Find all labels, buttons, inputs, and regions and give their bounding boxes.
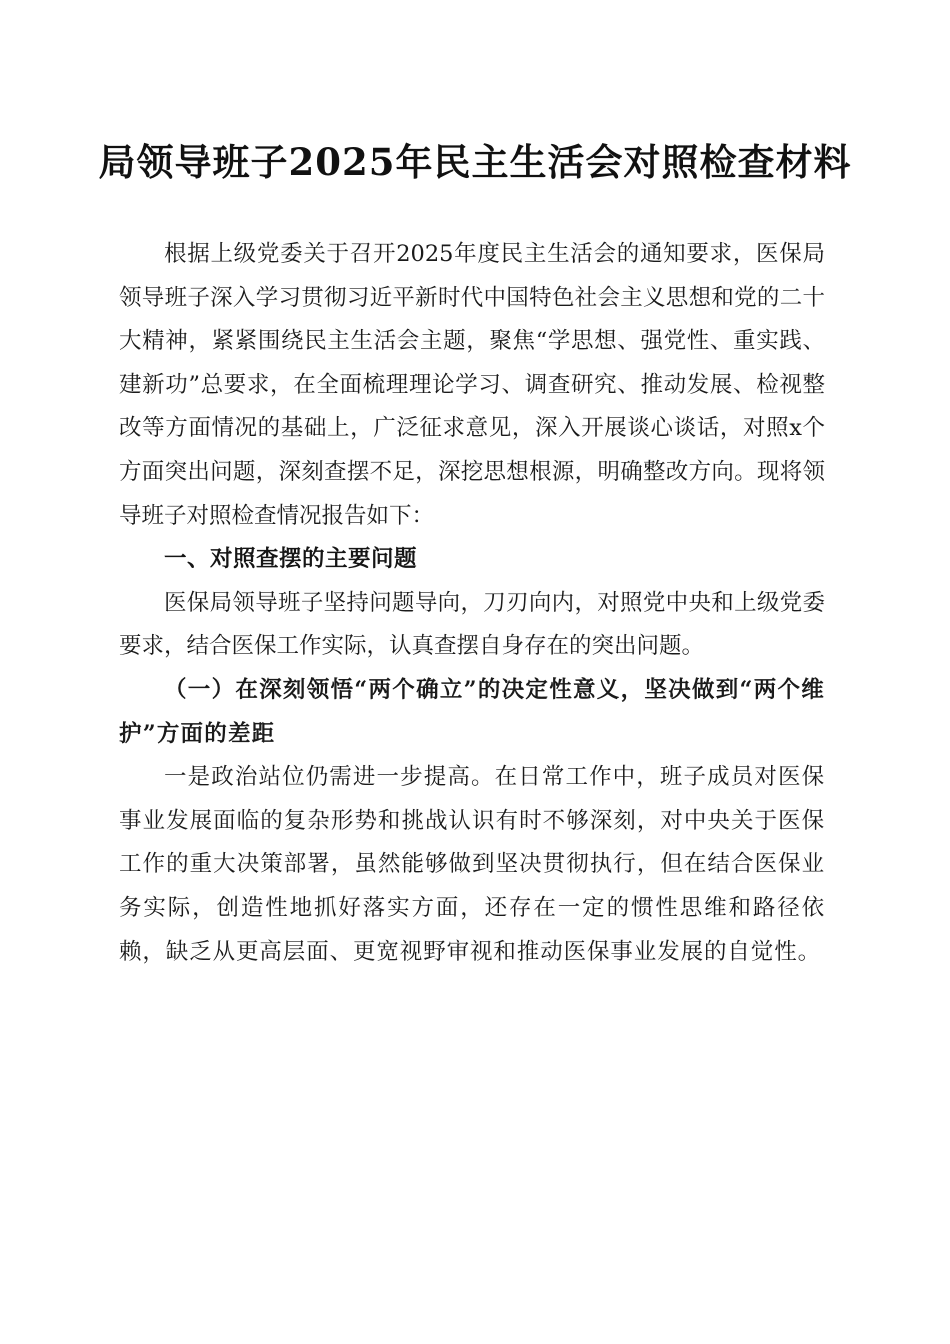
document-body xyxy=(119,233,825,974)
point-1-paragraph: 一是政治站位仍需进一步提高。在日常工作中，班子成员对医保事业发展面临的复杂形势和挑战认识有时不够深刻，对中央关于医保工作的重大决策部署，虽然能够做到坚决贯彻执行，但在结合医保业务实际，创造性地抓好落实方面，还存在一定的惯性思维和路径依赖，缺乏从更高层面、更宽视野审视和推动医保事业发展的自觉性。 xyxy=(119,764,825,965)
section-heading-1: 一、对照查摆的主要问题 xyxy=(164,546,418,573)
subsection-heading-1: （一）在深刻领悟“两个确立”的决定性意义，坚决做到“两个维护”方面的差距 xyxy=(119,676,825,747)
section-1-paragraph: 医保局领导班子坚持问题导向，刀刃向内，对照党中央和上级党委要求，结合医保工作实际，认真查摆自身存在的突出问题。 xyxy=(119,589,825,660)
intro-paragraph: 根据上级党委关于召开2025年度民主生活会的通知要求，医保局领导班子深入学习贯彻习近平新时代中国特色社会主义思想和党的二十大精神，紧紧围绕民主生活会主题，聚焦“学思想、强党性、重实践、建新功”总要求，在全面梳理理论学习、调查研究、推动发展、检视整改等方面情况的基础上，广泛征求意见，深入开展谈心谈话，对照x个方面突出问题，深刻查摆不足，深挖思想根源，明确整改方向。现将领导班子对照检查情况报告如下： xyxy=(119,241,825,529)
document-title: 局领导班子2025年民主生活会对照检查材料 xyxy=(98,140,852,184)
